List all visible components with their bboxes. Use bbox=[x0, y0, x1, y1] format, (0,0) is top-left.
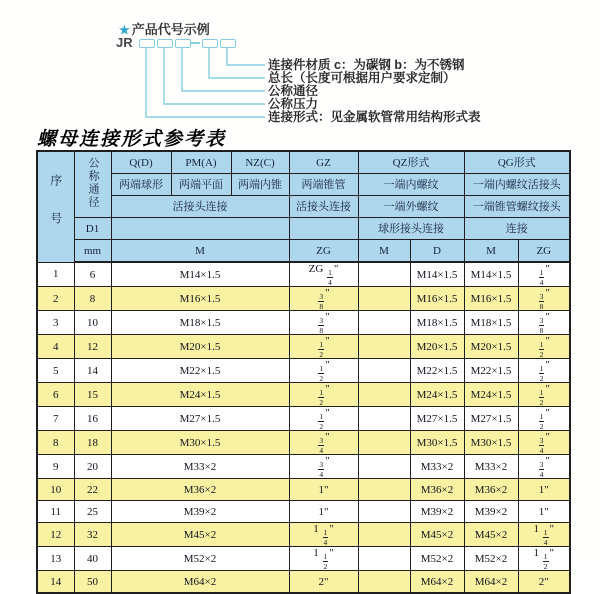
header-gz-unit: ZG bbox=[289, 240, 358, 263]
cell-qz_d: M64×2 bbox=[410, 571, 464, 594]
cell-dn: 20 bbox=[74, 455, 111, 479]
cell-m: M14×1.5 bbox=[111, 262, 289, 287]
header-dn-text: 公称通径 bbox=[87, 157, 99, 209]
cell-gz: $\frac{3}{4}$ " bbox=[289, 455, 358, 479]
cell-gz: 2" bbox=[289, 571, 358, 594]
table-row bbox=[37, 287, 570, 311]
cell-qg_zg: $\frac{1}{2}$ " bbox=[518, 335, 570, 359]
cell-dn: 14 bbox=[74, 359, 111, 383]
header-left-conn: 活接头连接 bbox=[111, 196, 289, 218]
header-pm-desc: 两端平面 bbox=[171, 174, 231, 196]
cell-gz: $\frac{3}{8}$ " bbox=[289, 287, 358, 311]
header-qg-conn: 连接 bbox=[464, 218, 570, 240]
header-d1: D1 bbox=[74, 218, 111, 240]
table-header bbox=[37, 151, 570, 262]
cell-qz_m bbox=[358, 287, 410, 311]
cell-seq: 7 bbox=[37, 407, 74, 431]
cell-qg_zg: $\frac{3}{4}$ " bbox=[518, 431, 570, 455]
cell-qg_m: M52×2 bbox=[464, 547, 518, 571]
cell-qg_zg: $\frac{1}{2}$ " bbox=[518, 383, 570, 407]
header-qz-m: M bbox=[358, 240, 410, 263]
cell-seq: 10 bbox=[37, 479, 74, 501]
header-seq-text: 序号 bbox=[48, 174, 63, 251]
cell-qg_zg: $\frac{3}{8}$ " bbox=[518, 287, 570, 311]
cell-qz_d: M30×1.5 bbox=[410, 431, 464, 455]
table-title: 螺母连接形式参考表 bbox=[37, 129, 227, 150]
cell-qz_d: M16×1.5 bbox=[410, 287, 464, 311]
header-qz-d: D bbox=[410, 240, 464, 263]
cell-qz_m bbox=[358, 407, 410, 431]
header-qz-conn: 球形接头连接 bbox=[358, 218, 464, 240]
table-row bbox=[37, 359, 570, 383]
cell-seq: 12 bbox=[37, 523, 74, 547]
cell-qz_m bbox=[358, 479, 410, 501]
cell-gz: 1" bbox=[289, 479, 358, 501]
cell-qg_zg: 1" bbox=[518, 479, 570, 501]
header-col-qg: QG形式 bbox=[464, 151, 570, 174]
header-qz-desc1: 一端内螺纹 bbox=[358, 174, 464, 196]
cell-qg_zg: $\frac{3}{4}$ " bbox=[518, 455, 570, 479]
cell-gz: ZG $\frac{1}{4}$ " bbox=[289, 262, 358, 287]
cell-qg_m: M18×1.5 bbox=[464, 311, 518, 335]
cell-m: M36×2 bbox=[111, 479, 289, 501]
cell-seq: 5 bbox=[37, 359, 74, 383]
diagram-title-text: 产品代号示例 bbox=[131, 22, 210, 37]
cell-m: M33×2 bbox=[111, 455, 289, 479]
cell-qz_m bbox=[358, 311, 410, 335]
cell-gz: $\frac{1}{2}$ " bbox=[289, 359, 358, 383]
header-col-nz: NZ(C) bbox=[231, 151, 289, 174]
cell-seq: 3 bbox=[37, 311, 74, 335]
table-row bbox=[37, 383, 570, 407]
cell-qz_d: M39×2 bbox=[410, 501, 464, 523]
cell-dn: 32 bbox=[74, 523, 111, 547]
cell-m: M64×2 bbox=[111, 571, 289, 594]
star-icon: ★ bbox=[119, 23, 130, 37]
cell-m: M18×1.5 bbox=[111, 311, 289, 335]
header-q-desc: 两端球形 bbox=[111, 174, 171, 196]
cell-qz_d: M20×1.5 bbox=[410, 335, 464, 359]
cell-qg_m: M36×2 bbox=[464, 479, 518, 501]
cell-qg_m: M27×1.5 bbox=[464, 407, 518, 431]
table-row bbox=[37, 523, 570, 547]
cell-qg_m: M64×2 bbox=[464, 571, 518, 594]
header-seq bbox=[37, 151, 74, 262]
cell-gz: 1 $\frac{1}{4}$ " bbox=[289, 523, 358, 547]
cell-qz_m bbox=[358, 431, 410, 455]
header-col-gz: GZ bbox=[289, 151, 358, 174]
table-row bbox=[37, 547, 570, 571]
header-col-pm: PM(A) bbox=[171, 151, 231, 174]
table-body bbox=[37, 262, 570, 593]
cell-qg_m: M45×2 bbox=[464, 523, 518, 547]
cell-gz: $\frac{1}{2}$ " bbox=[289, 335, 358, 359]
cell-qz_d: M22×1.5 bbox=[410, 359, 464, 383]
label-connection-form: 连接形式：见金属软管常用结构形式表 bbox=[268, 110, 481, 124]
cell-qz_d: M45×2 bbox=[410, 523, 464, 547]
header-col-qz: QZ形式 bbox=[358, 151, 464, 174]
cell-qg_zg: $\frac{1}{2}$ " bbox=[518, 359, 570, 383]
cell-qg_m: M24×1.5 bbox=[464, 383, 518, 407]
header-qg-zg: ZG bbox=[518, 240, 570, 263]
cell-qg_zg: 2" bbox=[518, 571, 570, 594]
cell-qz_d: M14×1.5 bbox=[410, 262, 464, 287]
cell-qz_m bbox=[358, 262, 410, 287]
cell-m: M20×1.5 bbox=[111, 335, 289, 359]
table-row bbox=[37, 311, 570, 335]
header-qg-m: M bbox=[464, 240, 518, 263]
cell-seq: 8 bbox=[37, 431, 74, 455]
cell-qg_m: M33×2 bbox=[464, 455, 518, 479]
cell-dn: 15 bbox=[74, 383, 111, 407]
cell-qz_d: M33×2 bbox=[410, 455, 464, 479]
cell-qg_zg: 1 $\frac{1}{2}$ " bbox=[518, 547, 570, 571]
cell-seq: 14 bbox=[37, 571, 74, 594]
cell-qg_zg: $\frac{1}{2}$ " bbox=[518, 407, 570, 431]
code-prefix: JR bbox=[116, 35, 133, 50]
cell-seq: 6 bbox=[37, 383, 74, 407]
cell-seq: 1 bbox=[37, 262, 74, 287]
cell-dn: 8 bbox=[74, 287, 111, 311]
cell-m: M52×2 bbox=[111, 547, 289, 571]
cell-qz_d: M18×1.5 bbox=[410, 311, 464, 335]
header-gz-conn: 活接头连接 bbox=[289, 196, 358, 218]
label-total-length: 总长（长度可根据用户要求定制） bbox=[268, 71, 456, 85]
cell-qg_m: M20×1.5 bbox=[464, 335, 518, 359]
cell-dn: 10 bbox=[74, 311, 111, 335]
cell-dn: 40 bbox=[74, 547, 111, 571]
cell-dn: 22 bbox=[74, 479, 111, 501]
cell-qg_m: M30×1.5 bbox=[464, 431, 518, 455]
cell-qg_zg: $\frac{3}{8}$ " bbox=[518, 311, 570, 335]
cell-m: M22×1.5 bbox=[111, 359, 289, 383]
cell-qz_m bbox=[358, 383, 410, 407]
cell-m: M27×1.5 bbox=[111, 407, 289, 431]
cell-qg_m: M14×1.5 bbox=[464, 262, 518, 287]
cell-dn: 12 bbox=[74, 335, 111, 359]
cell-gz: $\frac{3}{8}$ " bbox=[289, 311, 358, 335]
header-m-label: M bbox=[111, 240, 289, 263]
cell-seq: 2 bbox=[37, 287, 74, 311]
label-nominal-diameter: 公称通径 bbox=[268, 84, 319, 98]
header-mm: mm bbox=[74, 240, 111, 263]
reference-table bbox=[36, 150, 571, 594]
cell-qg_m: M39×2 bbox=[464, 501, 518, 523]
table-row bbox=[37, 479, 570, 501]
cell-qg_m: M22×1.5 bbox=[464, 359, 518, 383]
cell-dn: 25 bbox=[74, 501, 111, 523]
cell-dn: 16 bbox=[74, 407, 111, 431]
cell-seq: 9 bbox=[37, 455, 74, 479]
cell-m: M24×1.5 bbox=[111, 383, 289, 407]
cell-gz: $\frac{1}{2}$ " bbox=[289, 407, 358, 431]
cell-qz_m bbox=[358, 501, 410, 523]
cell-m: M39×2 bbox=[111, 501, 289, 523]
cell-gz: 1 $\frac{1}{2}$ " bbox=[289, 547, 358, 571]
table-row bbox=[37, 431, 570, 455]
label-connector-material: 连接件材质 c：为碳钢 b：为不锈钢 bbox=[268, 58, 465, 72]
header-empty-gz bbox=[289, 218, 358, 240]
cell-qz_d: M27×1.5 bbox=[410, 407, 464, 431]
table-row bbox=[37, 501, 570, 523]
header-col-q: Q(D) bbox=[111, 151, 171, 174]
cell-gz: 1" bbox=[289, 501, 358, 523]
table-row bbox=[37, 262, 570, 287]
cell-qg_zg: 1 $\frac{1}{4}$ " bbox=[518, 523, 570, 547]
cell-qz_m bbox=[358, 571, 410, 594]
cell-dn: 6 bbox=[74, 262, 111, 287]
header-qg-desc1: 一端内螺纹活接头 bbox=[464, 174, 570, 196]
cell-m: M45×2 bbox=[111, 523, 289, 547]
table-row bbox=[37, 571, 570, 594]
table-row bbox=[37, 335, 570, 359]
header-gz-desc: 两端锥管 bbox=[289, 174, 358, 196]
cell-qz_m bbox=[358, 547, 410, 571]
cell-qg_m: M16×1.5 bbox=[464, 287, 518, 311]
cell-seq: 13 bbox=[37, 547, 74, 571]
cell-qg_zg: $\frac{1}{4}$ " bbox=[518, 262, 570, 287]
cell-seq: 11 bbox=[37, 501, 74, 523]
cell-qz_d: M52×2 bbox=[410, 547, 464, 571]
table-row bbox=[37, 407, 570, 431]
table-row bbox=[37, 455, 570, 479]
cell-dn: 50 bbox=[74, 571, 111, 594]
cell-m: M30×1.5 bbox=[111, 431, 289, 455]
header-dn bbox=[74, 151, 111, 218]
header-empty-left bbox=[111, 218, 289, 240]
cell-qz_m bbox=[358, 523, 410, 547]
cell-qz_m bbox=[358, 335, 410, 359]
cell-qz_m bbox=[358, 455, 410, 479]
cell-gz: $\frac{3}{4}$ " bbox=[289, 431, 358, 455]
header-qg-desc2: 一端锥管螺纹接头 bbox=[464, 196, 570, 218]
cell-dn: 18 bbox=[74, 431, 111, 455]
cell-qg_zg: 1" bbox=[518, 501, 570, 523]
header-qz-desc2: 一端外螺纹 bbox=[358, 196, 464, 218]
cell-qz_d: M36×2 bbox=[410, 479, 464, 501]
cell-seq: 4 bbox=[37, 335, 74, 359]
cell-gz: $\frac{1}{2}$ " bbox=[289, 383, 358, 407]
cell-qz_d: M24×1.5 bbox=[410, 383, 464, 407]
header-nz-desc: 两端内锥 bbox=[231, 174, 289, 196]
cell-m: M16×1.5 bbox=[111, 287, 289, 311]
cell-qz_m bbox=[358, 359, 410, 383]
label-nominal-pressure: 公称压力 bbox=[268, 97, 319, 111]
